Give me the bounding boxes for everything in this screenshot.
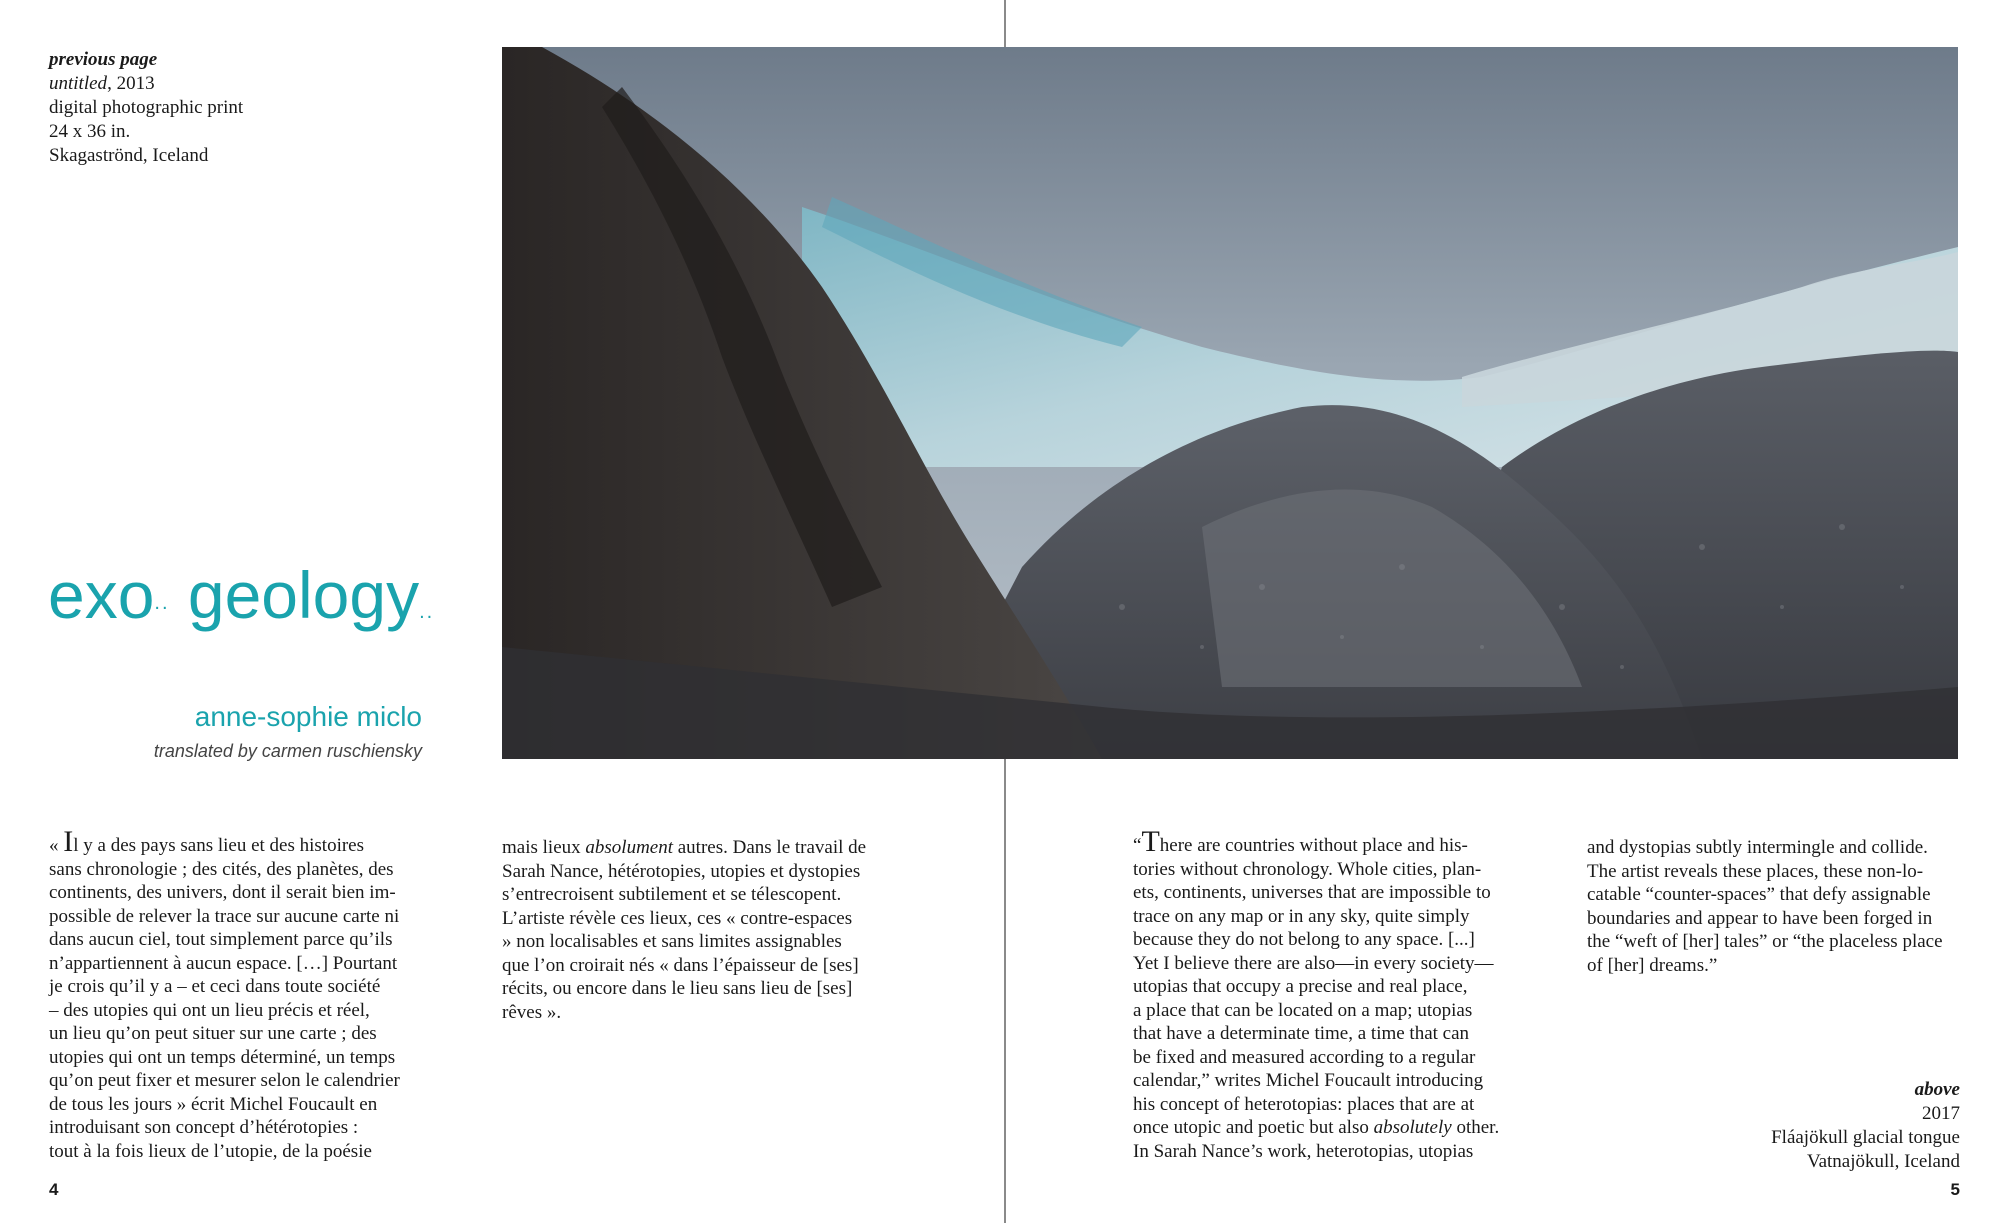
body-column-2	[502, 836, 882, 1024]
column-2-emphasis: absolument	[585, 837, 673, 858]
glacier-landscape-image	[502, 47, 1958, 759]
previous-page-caption	[49, 48, 379, 168]
body-column-1	[49, 825, 429, 1163]
above-caption-place-2: Vatnajökull, Iceland	[1806, 1151, 1960, 1172]
drop-cap-t: T	[1141, 825, 1160, 858]
page-number-right: 5	[1950, 1180, 1960, 1199]
author-name: anne-sophie miclo	[194, 701, 422, 732]
caption-title: untitled	[49, 73, 108, 94]
article-title	[48, 555, 468, 652]
title-word-exo: exo	[48, 558, 155, 632]
drop-cap-i: I	[63, 825, 74, 858]
opening-guillemet: «	[49, 835, 64, 856]
title-dots-raised: ..	[154, 592, 170, 614]
caption-medium: digital photographic print	[49, 97, 244, 118]
above-caption-year: 2017	[1922, 1103, 1960, 1124]
caption-year: , 2013	[107, 73, 155, 94]
opening-quote: “	[1133, 835, 1142, 856]
column-3-text-b: other. In Sarah Nance’s work, heterotopias, utopias	[1133, 1117, 1500, 1162]
above-caption-label: above	[1914, 1079, 1960, 1100]
column-2-text: autres. Dans le travail de Sarah Nance, hétérotopies, utopies et dystopies s’entrecroisent subtilement et se télescopent. L’artiste révèle ces lieux, ces « contre-espaces » non localisables et sans limites assignables que l’on croirait nés « dans l’épaisseur de [ses] récits, ou encore dans le lieu sans lieu de [ses] rêves ».	[502, 837, 867, 1023]
column-3-emphasis: absolutely	[1373, 1117, 1452, 1138]
title-word-geology: geology	[187, 558, 420, 632]
body-column-4	[1587, 836, 1967, 977]
caption-title-line	[49, 72, 379, 96]
column-2-paragraph	[502, 836, 882, 1024]
column-1-text: l y a des pays sans lieu et des histoires sans chronologie ; des cités, des planètes, des continents, des univers, dont il serait bien im- possible de relever la trace sur aucune carte ni dans aucun ciel, tout simplement parce qu’ils n’appartiennent à aucun espace. […] Pourtant je crois qu’il y a – et ceci dans toute société – des utopies qui ont un lieu précis et réel, un lieu qu’on peut situer sur une carte ; des utopies qui ont un temps déterminé, un temps qu’on peut fixer et mesurer selon le calendrier de tous les jours » écrit Michel Foucault en introduisant son concept d’hétérotopies : tout à la fois lieux de l’utopie, de la poésie	[49, 835, 400, 1162]
above-caption-place-1: Fláajökull glacial tongue	[1771, 1127, 1960, 1148]
caption-size: 24 x 36 in.	[49, 121, 131, 142]
caption-label: previous page	[49, 49, 158, 70]
above-caption	[1640, 1078, 1960, 1174]
caption-place: Skagaströnd, Iceland	[49, 145, 209, 166]
column-3-paragraph	[1133, 825, 1513, 1163]
column-1-paragraph	[49, 825, 429, 1163]
column-3-text-a: here are countries without place and his- tories without chronology. Whole cities, plan- ets, continents, universes that are impossible to trace on any map or in any sky, quite simply because they do not belong to any space. [...] Yet I believe there are also—in every society— utopias that occupy a precise and real place, a place that can be located on a map; utopias that have a determinate time, a time that can be fixed and measured according to a regular calendar,” writes Michel Foucault introducing his concept of heterotopias: places that are at once utopic and poetic but also	[1133, 835, 1494, 1138]
title-dots-low: ..	[419, 601, 435, 623]
glacier-photograph	[502, 47, 1958, 759]
translator-credit: translated by carmen ruschiensky	[153, 741, 422, 761]
column-4-paragraph: and dystopias subtly intermingle and collide. The artist reveals these places, these non-lo- catable “counter-spaces” that defy assignable boundaries and appear to have been forged in the “weft of [her] tales” or “the placeless place of [her] dreams.”	[1587, 837, 1943, 976]
page-number-left: 4	[49, 1180, 59, 1199]
body-column-3	[1133, 825, 1513, 1163]
column-2-lead: mais lieux	[502, 837, 586, 858]
